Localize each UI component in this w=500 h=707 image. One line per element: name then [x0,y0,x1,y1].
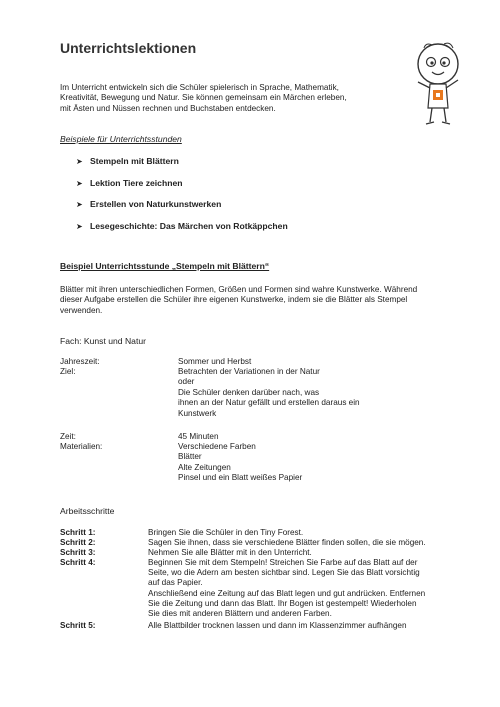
intro-line: Im Unterricht entwickeln sich die Schüler spielerisch in Sprache, Mathematik, [60,83,339,92]
description-line: Blätter mit ihren unterschiedlichen Formen, Größen und Formen sind wahre Kunstwerke. Während [60,285,418,294]
tree-mascot-icon [408,38,472,128]
step-line: Sie dies mit anderen Blättern und anderen Farben. [148,609,332,619]
subject-line: Fach: Kunst und Natur [60,336,146,346]
step-line: Bringen Sie die Schüler in den Tiny Forest. [148,528,304,537]
list-item-label: Erstellen von Naturkunstwerken [90,199,222,210]
step-line: Sagen Sie ihnen, dass sie verschiedene Blätter finden sollen, die sie mögen. [148,538,426,547]
ziel-value [178,367,360,419]
step-line: Alle Blattbilder trocknen lassen und dann im Klassenzimmer aufhängen [148,621,407,630]
zeit-label: Zeit: [60,432,76,441]
ziel-line: Kunstwerk [178,408,217,418]
step-line: Sie die Zeitung und dann das Blatt. Ihr Bogen ist gestempelt! Wiederholen [148,598,417,608]
jahreszeit-label: Jahreszeit: [60,357,100,366]
list-item-label: Lektion Tiere zeichnen [90,177,183,188]
step-label: Schritt 5: [60,621,96,630]
step-line: Nehmen Sie alle Blätter mit in den Unterricht. [148,548,312,557]
materialien-value [178,442,302,484]
intro-line: mit Ästen und Nüssen rechnen und Buchstaben entdecken. [60,103,276,113]
list-item-label: Lesegeschichte: Das Märchen von Rotkäppchen [90,220,288,231]
material-item: Pinsel und ein Blatt weißes Papier [178,473,303,483]
arrow-bullet-icon: ➤ [76,200,83,210]
step-line: Seite, wo die Adern am besten sichtbar sind. Legen Sie das Blatt vorsichtig [148,568,420,578]
step-line: Beginnen Sie mit dem Stempeln! Streichen Sie Farbe auf das Blatt auf der [148,558,418,567]
step-label: Schritt 1: [60,528,96,537]
ziel-line: Die Schüler denken darüber nach, was [178,387,320,397]
description-line: verwenden. [60,305,103,315]
arbeitsschritte-heading: Arbeitsschritte [60,506,115,516]
materialien-label: Materialien: [60,442,103,451]
step-text [148,538,426,548]
lesson-description [60,285,417,316]
step-text [148,621,407,631]
ziel-line: ihnen an der Natur gefällt und erstellen daraus ein [178,398,360,408]
step-text [148,558,425,619]
examples-heading: Beispiele für Unterrichtsstunden [60,134,182,144]
lesson-heading: Beispiel Unterrichtsstunde „Stempeln mit Blättern“ [60,261,270,271]
arrow-bullet-icon: ➤ [76,221,83,231]
ziel-line: oder [178,377,195,387]
intro-paragraph [60,83,347,114]
page-title: Unterrichtslektionen [60,40,197,56]
arrow-bullet-icon: ➤ [76,178,83,188]
arrow-bullet-icon: ➤ [76,157,83,166]
step-label: Schritt 3: [60,548,96,557]
material-item: Blätter [178,452,202,462]
step-line: Anschließend eine Zeitung auf das Blatt legen und gut andrücken. Entfernen [148,588,426,598]
list-item-label: Stempeln mit Blättern [90,156,179,166]
step-line: auf das Papier. [148,578,203,588]
step-text [148,548,312,558]
step-label: Schritt 4: [60,558,96,567]
ziel-label: Ziel: [60,367,76,376]
step-text [148,528,303,538]
zeit-value: 45 Minuten [178,432,219,441]
description-line: dieser Aufgabe erstellen die Schüler ihre eigenen Kunstwerke, indem sie die Blätter als Stempel [60,295,408,305]
ziel-line: Betrachten der Variationen in der Natur [178,367,320,376]
jahreszeit-value: Sommer und Herbst [178,357,252,366]
intro-line: Kreativität, Bewegung und Natur. Sie können gemeinsam ein Märchen erleben, [60,93,347,103]
material-item: Alte Zeitungen [178,462,231,472]
step-label: Schritt 2: [60,538,96,547]
material-item: Verschiedene Farben [178,442,256,451]
